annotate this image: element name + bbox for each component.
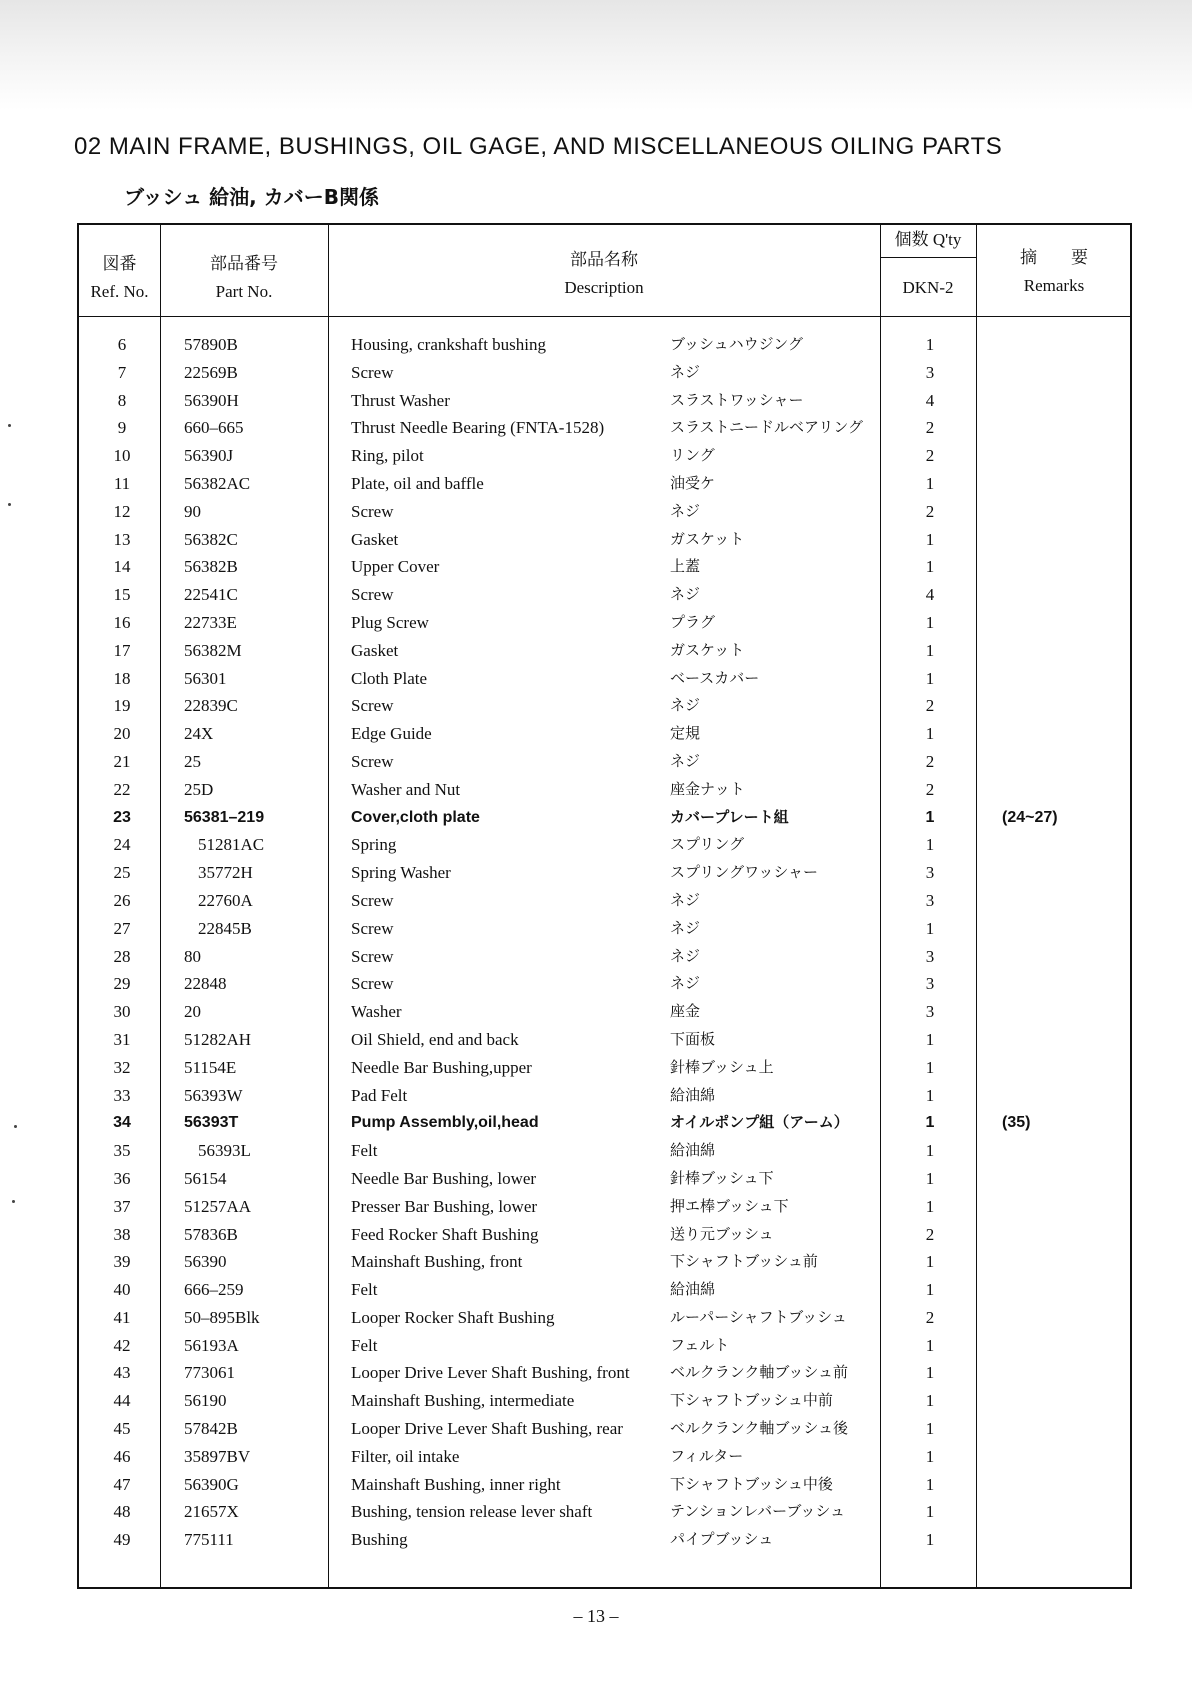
table-row [0,1082,1192,1110]
ref-number-cell: 23 [113,808,131,826]
part-number-cell: 20 [184,1002,201,1022]
japanese-name-cell: スラストワッシャー [670,390,804,409]
ref-number-cell: 16 [113,612,131,632]
quantity-cell: 1 [925,1419,935,1439]
table-row [0,637,1192,665]
part-number-cell: 22845B [198,918,252,938]
japanese-name-cell: ルーパーシャフトブッシュ [670,1307,847,1326]
quantity-cell: 2 [925,418,935,438]
ref-number-cell: 36 [113,1168,131,1188]
description-cell: Oil Shield, end and back [351,1029,519,1049]
table-row [0,1359,1192,1387]
description-cell: Upper Cover [351,557,440,577]
quantity-cell: 1 [925,640,935,660]
part-number-cell: 56193A [184,1335,239,1355]
description-cell: Needle Bar Bushing, lower [351,1168,537,1188]
part-number-cell: 56390G [184,1474,239,1494]
part-number-cell: 22733E [184,612,237,632]
quantity-cell: 1 [925,1196,935,1216]
table-row [0,831,1192,859]
table-row [0,331,1192,359]
part-number-cell: 666–259 [184,1280,244,1300]
description-cell: Spring [351,835,397,855]
part-number-cell: 773061 [184,1363,235,1383]
ref-number-cell: 18 [113,668,131,688]
part-number-cell: 57842B [184,1419,238,1439]
japanese-name-cell: ガスケット [670,529,745,548]
ref-number-cell: 38 [113,1224,131,1244]
quantity-cell: 1 [925,918,935,938]
quantity-cell: 3 [925,1002,935,1022]
ref-number-cell: 30 [113,1002,131,1022]
header-part-jp: 部品番号 [210,254,278,273]
japanese-name-cell: ネジ [670,585,701,604]
japanese-name-cell: 上蓋 [670,557,701,576]
japanese-name-cell: ベルクランク軸ブッシュ後 [670,1419,849,1438]
remarks-cell: (35) [1002,1114,1031,1132]
quantity-cell: 1 [925,557,935,577]
table-row [0,720,1192,748]
table-row [0,1054,1192,1082]
quantity-cell: 1 [925,1280,935,1300]
ref-number-cell: 45 [113,1419,131,1439]
ref-number-cell: 34 [113,1114,131,1132]
japanese-name-cell: ネジ [670,946,701,965]
table-row [0,498,1192,526]
ref-number-cell: 49 [113,1530,131,1550]
ref-number-cell: 22 [113,779,131,799]
remarks-cell: (24~27) [1002,808,1058,826]
japanese-name-cell: ネジ [670,362,701,381]
quantity-cell: 2 [925,751,935,771]
ref-number-cell: 48 [113,1502,131,1522]
part-number-cell: 80 [184,946,201,966]
part-number-cell: 57890B [184,335,238,354]
table-row [0,1471,1192,1499]
header-divider [77,316,1132,317]
japanese-name-cell: 送り元ブッシュ [670,1224,774,1243]
part-number-cell: 56390 [184,1252,227,1272]
description-cell: Felt [351,1335,378,1355]
description-cell: Washer and Nut [351,779,461,799]
part-number-cell: 56382M [184,640,242,660]
part-number-cell: 21657X [184,1502,239,1522]
part-number-cell: 25 [184,751,201,771]
table-row [0,998,1192,1026]
part-number-cell: 22569B [184,362,238,382]
description-cell: Looper Rocker Shaft Bushing [351,1307,555,1327]
japanese-name-cell: カバープレート組 [670,807,789,826]
quantity-cell: 1 [925,835,935,855]
japanese-name-cell: ガスケット [670,640,745,659]
quantity-cell: 1 [925,724,935,744]
header-ref [79,250,160,306]
quantity-cell: 3 [925,890,935,910]
table-row [0,1498,1192,1526]
table-row [0,581,1192,609]
table-row [0,776,1192,804]
description-cell: Screw [351,751,394,771]
header-remarks [976,244,1132,300]
part-number-cell: 56393T [184,1114,239,1132]
ref-number-cell: 46 [113,1446,131,1466]
description-cell: Gasket [351,529,399,549]
description-cell: Mainshaft Bushing, inner right [351,1474,561,1494]
quantity-cell: 4 [925,585,935,605]
ref-number-cell: 26 [113,890,131,910]
description-cell: Screw [351,696,394,716]
description-cell: Ring, pilot [351,446,424,466]
header-desc-en: Description [564,278,644,297]
table-row [0,887,1192,915]
ref-number-cell: 20 [113,724,131,744]
table-row [0,609,1192,637]
description-cell: Thrust Needle Bearing (FNTA-1528) [351,418,605,438]
ref-number-cell: 47 [113,1474,131,1494]
header-desc-jp: 部品名称 [570,250,638,269]
ref-number-cell: 24 [113,835,131,855]
description-cell: Screw [351,946,394,966]
quantity-cell: 2 [925,446,935,466]
description-cell: Screw [351,585,394,605]
japanese-name-cell: フェルト [670,1335,730,1354]
page-subtitle-japanese: ブッシュ 給油, カバーB関係 [124,185,379,209]
quantity-cell: 3 [925,863,935,883]
description-cell: Cover,cloth plate [351,808,480,826]
japanese-name-cell: ネジ [670,890,701,909]
ref-number-cell: 40 [113,1280,131,1300]
description-cell: Feed Rocker Shaft Bushing [351,1224,539,1244]
quantity-cell: 1 [925,1391,935,1411]
part-number-cell: 25D [184,779,214,799]
part-number-cell: 56393L [198,1141,251,1161]
header-remarks-jp: 摘 要 [1020,248,1088,267]
japanese-name-cell: 下シャフトブッシュ前 [670,1252,818,1271]
table-row [0,1193,1192,1221]
scan-speck [8,503,11,506]
quantity-cell: 2 [925,501,935,521]
part-number-cell: 660–665 [184,418,244,438]
part-number-cell: 22848 [184,974,227,994]
quantity-cell: 1 [925,529,935,549]
ref-number-cell: 17 [113,640,131,660]
table-row [0,553,1192,581]
ref-number-cell: 7 [117,362,127,382]
table-row [0,915,1192,943]
ref-number-cell: 9 [117,418,127,438]
part-number-cell: 56390H [184,390,239,410]
scan-shading [0,0,1192,110]
ref-number-cell: 27 [113,918,131,938]
japanese-name-cell: ネジ [670,751,701,770]
part-number-cell: 22760A [198,890,253,910]
quantity-cell: 1 [925,1029,935,1049]
ref-number-cell: 37 [113,1196,131,1216]
table-row [0,1415,1192,1443]
table-row [0,665,1192,693]
quantity-cell: 1 [925,1114,935,1132]
quantity-cell: 1 [925,1057,935,1077]
table-row [0,1026,1192,1054]
page-title: 02 MAIN FRAME, BUSHINGS, OIL GAGE, AND MISCELLANEOUS OILING PARTS [74,133,1003,160]
ref-number-cell: 21 [113,751,131,771]
part-number-cell: 775111 [184,1530,234,1550]
japanese-name-cell: ブッシュハウジング [670,335,803,353]
description-cell: Pad Felt [351,1085,408,1105]
table-body [0,331,1192,1554]
description-cell: Gasket [351,640,399,660]
japanese-name-cell: スプリング [670,835,745,854]
japanese-name-cell: 針棒ブッシュ上 [670,1057,774,1076]
description-cell: Plug Screw [351,612,429,632]
part-number-cell: 57836B [184,1224,238,1244]
quantity-cell: 1 [925,335,935,354]
description-cell: Thrust Washer [351,390,450,410]
part-number-cell: 35772H [198,863,253,883]
table-row [0,970,1192,998]
quantity-cell: 1 [925,1446,935,1466]
quantity-cell: 4 [925,390,935,410]
header-ref-jp: 図番 [102,254,137,273]
japanese-name-cell: 給油綿 [670,1280,716,1299]
header-model: DKN-2 [902,278,954,297]
japanese-name-cell: テンションレバーブッシュ [670,1502,846,1521]
part-number-cell: 56301 [184,668,227,688]
part-number-cell: 22839C [184,696,238,716]
quantity-cell: 1 [925,1502,935,1522]
part-number-cell: 51281AC [198,835,265,855]
ref-number-cell: 43 [113,1363,131,1383]
description-cell: Felt [351,1280,378,1300]
ref-number-cell: 12 [113,501,131,521]
ref-number-cell: 13 [113,529,131,549]
part-number-cell: 56393W [184,1085,243,1105]
header-part [160,250,328,306]
quantity-cell: 1 [925,1530,935,1550]
part-number-cell: 56390J [184,446,234,466]
page-number: – 13 – [573,1606,619,1626]
description-cell: Mainshaft Bushing, intermediate [351,1391,575,1411]
ref-number-cell: 28 [113,946,131,966]
quantity-cell: 1 [925,1168,935,1188]
description-cell: Housing, crankshaft bushing [351,335,547,354]
quantity-cell: 1 [925,668,935,688]
description-cell: Mainshaft Bushing, front [351,1252,523,1272]
table-row [0,943,1192,971]
japanese-name-cell: 座金 [670,1002,701,1021]
japanese-name-cell: スラストニードルベアリング [670,418,864,437]
quantity-cell: 1 [925,612,935,632]
table-row [0,1387,1192,1415]
description-cell: Filter, oil intake [351,1446,460,1466]
ref-number-cell: 29 [113,974,131,994]
quantity-cell: 1 [925,473,935,493]
quantity-cell: 2 [925,696,935,716]
japanese-name-cell: ベルクランク軸ブッシュ前 [670,1363,849,1382]
ref-number-cell: 31 [113,1029,131,1049]
part-number-cell: 50–895Blk [184,1307,260,1327]
description-cell: Screw [351,890,394,910]
japanese-name-cell: リング [670,446,715,465]
japanese-name-cell: ネジ [670,501,701,520]
table-row [0,804,1192,832]
table-row [0,1165,1192,1193]
table-row [0,526,1192,554]
japanese-name-cell: 押エ棒ブッシュ下 [670,1196,789,1215]
description-cell: Spring Washer [351,863,451,883]
description-cell: Cloth Plate [351,668,428,688]
ref-number-cell: 39 [113,1252,131,1272]
part-number-cell: 56382AC [184,473,251,493]
ref-number-cell: 11 [113,473,131,493]
part-number-cell: 51257AA [184,1196,252,1216]
part-number-cell: 22541C [184,585,238,605]
table-row [0,387,1192,415]
table-row [0,1109,1192,1137]
ref-number-cell: 33 [113,1085,131,1105]
table-row [0,1137,1192,1165]
description-cell: Bushing, tension release lever shaft [351,1502,593,1522]
japanese-name-cell: 下シャフトブッシュ中後 [670,1474,833,1493]
description-cell: Felt [351,1141,378,1161]
ref-number-cell: 35 [113,1141,131,1161]
table-row [0,1248,1192,1276]
table-row [0,859,1192,887]
japanese-name-cell: プラグ [670,612,716,631]
japanese-name-cell: ネジ [670,696,701,715]
japanese-name-cell: パイプブッシュ [670,1530,774,1549]
description-cell: Pump Assembly,oil,head [351,1114,539,1132]
description-cell: Screw [351,974,394,994]
japanese-name-cell: オイルポンプ組（アーム） [670,1113,849,1132]
part-number-cell: 56382C [184,529,238,549]
ref-number-cell: 15 [113,585,131,605]
description-cell: Presser Bar Bushing, lower [351,1196,538,1216]
japanese-name-cell: 下シャフトブッシュ中前 [670,1391,833,1410]
part-number-cell: 90 [184,501,201,521]
quantity-cell: 1 [925,1363,935,1383]
quantity-cell: 1 [925,808,935,826]
japanese-name-cell: 下面板 [670,1029,716,1048]
japanese-name-cell: 給油綿 [670,1141,716,1160]
japanese-name-cell: ベースカバー [670,668,760,687]
part-number-cell: 51282AH [184,1029,252,1049]
description-cell: Plate, oil and baffle [351,473,484,493]
part-number-cell: 35897BV [184,1446,251,1466]
ref-number-cell: 32 [113,1057,131,1077]
part-number-cell: 56190 [184,1391,227,1411]
japanese-name-cell: 針棒ブッシュ下 [670,1168,774,1187]
description-cell: Screw [351,362,394,382]
quantity-cell: 2 [925,1224,935,1244]
quantity-cell: 3 [925,974,935,994]
description-cell: Screw [351,918,394,938]
description-cell: Looper Drive Lever Shaft Bushing, front [351,1363,630,1383]
header-remarks-en: Remarks [1023,276,1085,295]
quantity-cell: 1 [925,1252,935,1272]
description-cell: Bushing [351,1530,408,1550]
ref-number-cell: 25 [113,863,131,883]
header-part-en: Part No. [215,282,273,301]
part-number-cell: 51154E [184,1057,237,1077]
table-row [0,442,1192,470]
japanese-name-cell: 油受ケ [670,473,716,492]
quantity-cell: 1 [925,1474,935,1494]
header-ref-en: Ref. No. [90,282,149,301]
table-row [0,470,1192,498]
header-qty: 個数 Q'ty [894,230,962,249]
japanese-name-cell: 定規 [670,724,701,743]
part-number-cell: 56381–219 [184,808,265,826]
ref-number-cell: 10 [113,446,131,466]
ref-number-cell: 14 [113,557,131,577]
part-number-cell: 56154 [184,1168,227,1188]
table-row [0,1332,1192,1360]
table-row [0,1304,1192,1332]
header-description [328,246,880,302]
qty-header-divider [880,257,976,258]
ref-number-cell: 44 [113,1391,131,1411]
scan-speck [8,424,11,427]
part-number-cell: 24X [184,724,214,744]
table-row [0,1221,1192,1249]
table-row [0,359,1192,387]
table-row [0,1276,1192,1304]
ref-number-cell: 42 [113,1335,131,1355]
ref-number-cell: 19 [113,696,131,716]
description-cell: Looper Drive Lever Shaft Bushing, rear [351,1419,623,1439]
japanese-name-cell: ネジ [670,974,701,993]
part-number-cell: 56382B [184,557,238,577]
table-row [0,1526,1192,1554]
description-cell: Edge Guide [351,724,432,744]
quantity-cell: 1 [925,1085,935,1105]
japanese-name-cell: スプリングワッシャー [670,863,819,882]
table-row [0,748,1192,776]
ref-number-cell: 8 [117,390,127,410]
quantity-cell: 2 [925,1307,935,1327]
japanese-name-cell: 給油綿 [670,1085,716,1104]
japanese-name-cell: 座金ナット [670,779,745,798]
quantity-cell: 3 [925,362,935,382]
japanese-name-cell: フィルター [670,1446,744,1465]
scan-speck [12,1200,15,1203]
description-cell: Washer [351,1002,402,1022]
quantity-cell: 1 [925,1141,935,1161]
japanese-name-cell: ネジ [670,918,701,937]
table-row [0,692,1192,720]
ref-number-cell: 41 [113,1307,131,1327]
quantity-cell: 2 [925,779,935,799]
scan-speck [14,1125,17,1128]
table-row [0,414,1192,442]
description-cell: Screw [351,501,394,521]
quantity-cell: 3 [925,946,935,966]
description-cell: Needle Bar Bushing,upper [351,1057,532,1077]
quantity-cell: 1 [925,1335,935,1355]
table-row [0,1443,1192,1471]
ref-number-cell: 6 [117,335,127,354]
